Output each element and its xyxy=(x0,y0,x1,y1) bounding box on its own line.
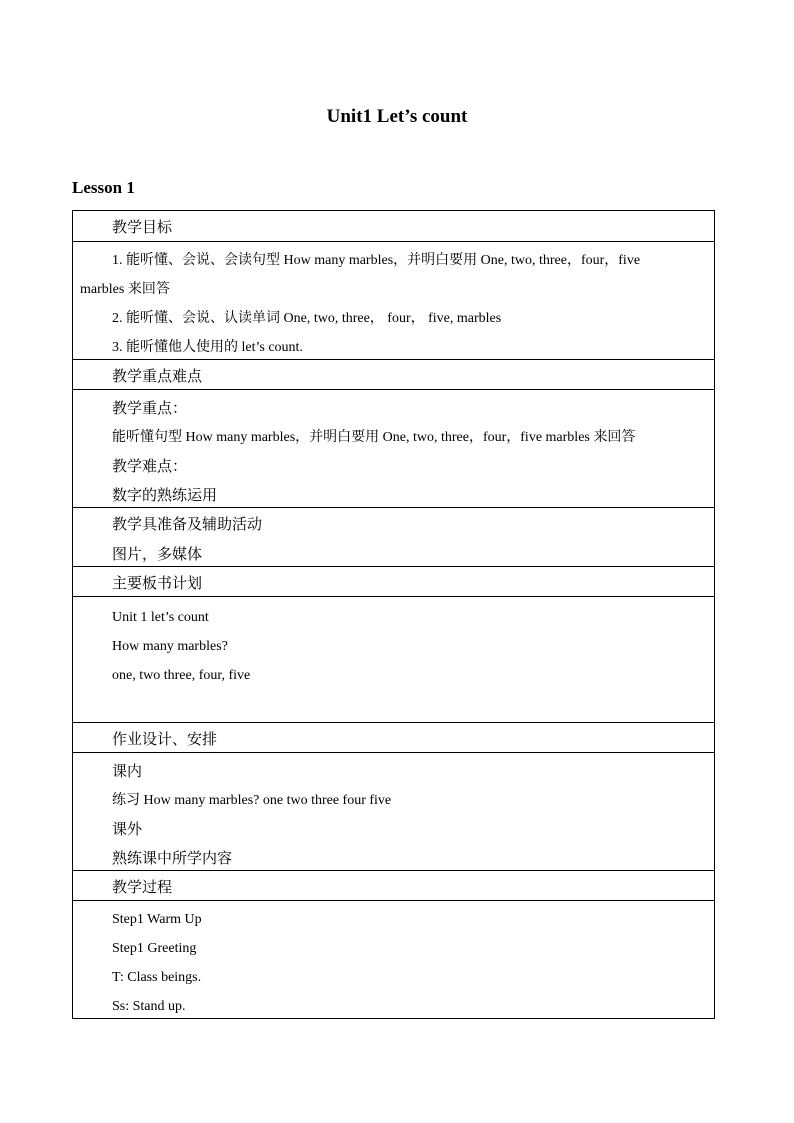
goal-2: 2. 能听懂、会说、认读单词 One, two, three， four， five, marbles xyxy=(112,311,502,326)
lesson-plan-table xyxy=(72,210,715,1019)
prep-text: 图片，多媒体 xyxy=(112,547,203,563)
goal-3: 3. 能听懂他人使用的 let’s count. xyxy=(112,340,303,355)
homework-in-text: 练习 How many marbles? one two three four five xyxy=(112,793,392,808)
lesson-heading: Lesson 1 xyxy=(72,178,135,197)
goals-header-row xyxy=(73,211,714,241)
step-greeting: Step1 Greeting xyxy=(112,941,197,956)
process-content-row xyxy=(73,900,714,1018)
difficulty-text: 数字的熟练运用 xyxy=(112,488,218,504)
board-header: 主要板书计划 xyxy=(112,576,203,592)
key-header-row xyxy=(73,359,714,389)
homework-header-row xyxy=(73,722,714,752)
difficulty-label: 教学难点： xyxy=(112,459,188,475)
prep-header: 教学具准备及辅助活动 xyxy=(112,517,263,533)
key-text: 能听懂句型 How many marbles，并明白要用 One, two, three，four，five marbles 来回答 xyxy=(112,430,636,445)
homework-out-label: 课外 xyxy=(112,822,143,838)
step-warm-up: Step1 Warm Up xyxy=(112,912,202,927)
key-label: 教学重点： xyxy=(112,401,188,417)
page-title: Unit1 Let’s count xyxy=(326,106,468,127)
process-header: 教学过程 xyxy=(112,880,173,896)
homework-content-row xyxy=(73,752,714,870)
goal-1-line-1: 1. 能听懂、会说、会读句型 How many marbles，并明白要用 One, two, three，four，five xyxy=(112,253,641,268)
homework-header: 作业设计、安排 xyxy=(112,732,218,748)
dialog-students: Ss: Stand up. xyxy=(112,999,186,1014)
board-header-row xyxy=(73,566,714,596)
dialog-teacher: T: Class beings. xyxy=(112,970,202,985)
key-content-row xyxy=(73,389,714,507)
board-line-3: one, two three, four, five xyxy=(112,668,251,683)
goal-1-line-2: marbles 来回答 xyxy=(80,282,170,297)
process-header-row xyxy=(73,870,714,900)
goals-content-row xyxy=(73,241,714,359)
key-header: 教学重点难点 xyxy=(112,369,203,385)
board-line-2: How many marbles? xyxy=(112,639,228,654)
board-content-row xyxy=(73,596,714,722)
homework-out-text: 熟练课中所学内容 xyxy=(112,851,233,867)
goals-header: 教学目标 xyxy=(112,220,173,236)
board-line-1: Unit 1 let’s count xyxy=(112,610,209,625)
homework-in-label: 课内 xyxy=(112,764,143,780)
prep-row xyxy=(73,507,714,566)
